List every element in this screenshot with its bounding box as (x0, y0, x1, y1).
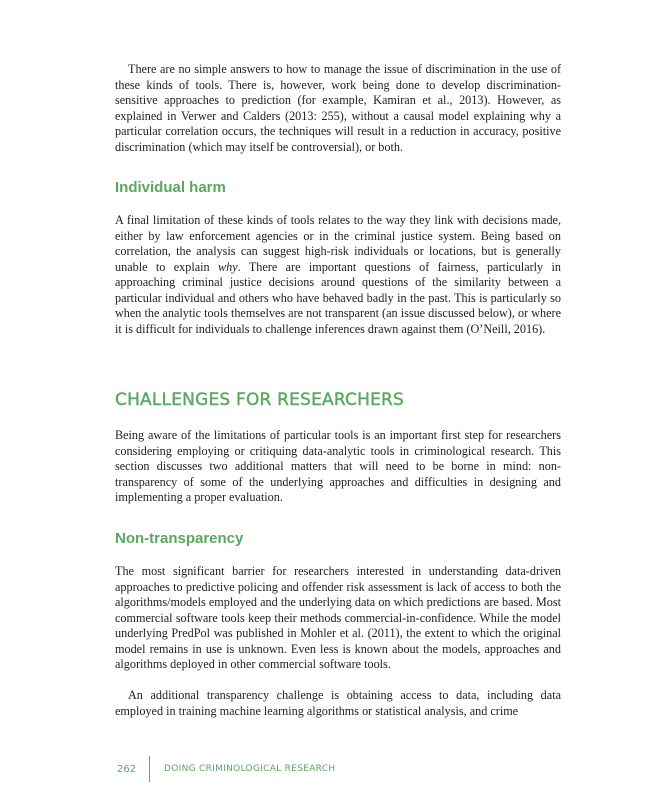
footer-divider (149, 756, 150, 782)
heading-non-transparency: Non-transparency (115, 530, 244, 547)
heading-individual-harm: Individual harm (115, 179, 226, 196)
paragraph-discrimination: There are no simple answers to how to manage the issue of discrimination in the use of these kinds of tools. There is, however, work being done to develop discrimination-sensitive approaches to prediction (for example, Kamiran et al., 2013). However, as explained in Verwer and Calders (2013: 255), without a causal model explaining why a particular correlation occurs, the techniques will result in a reduction in accuracy, positive discrimination (which may itself be controversial), or both. (115, 62, 561, 154)
paragraph-individual-harm (115, 213, 561, 337)
page-footer (117, 756, 335, 782)
p2-text-a: A final limitation of these kinds of tools relates to the way they link with decisions made, either by law enforcement agencies or in the criminal justice system. Being based on correlation, the analysis can suggest high-risk individuals or locations, but is generally unable to explain (115, 213, 561, 274)
page-number: 262 (117, 763, 137, 775)
paragraph-challenges: Being aware of the limitations of particular tools is an important first step for researchers considering employing or critiquing data-analytic tools in criminological research. This section discusses two additional matters that will need to be borne in mind: non-transparency of some of the underlying approaches and difficulties in designing and implementing a proper evaluation. (115, 428, 561, 504)
p2-text-b: . There are important questions of fairness, particularly in approaching criminal justice decisions around questions of the similarity between a particular individual and others who have behaved badly in the past. This is particularly so when the analytic tools themselves are not transparent (an issue discussed below), or where it is difficult for individuals to challenge inferences drawn against them (O’Neill, 2016). (115, 259, 561, 336)
paragraph-non-transparency: The most significant barrier for researchers interested in understanding data-driven approaches to predictive policing and offender risk assessment is lack of access to both the algorithms/models employed and the underlying data on which predictions are based. Most commercial software tools keep their methods commercial-in-confidence. While the model underlying PredPol was published in Mohler et al. (2011), the extent to which the original model remains in use is unknown. Even less is known about the models, approaches and algorithms deployed in other commercial software tools. (115, 564, 561, 671)
p2-emphasis: why (218, 259, 238, 274)
paragraph-transparency-data: An additional transparency challenge is obtaining access to data, including data employed in training machine learning algorithms or statistical analysis, and crime (115, 688, 561, 718)
heading-challenges: CHALLENGES FOR RESEARCHERS (115, 390, 405, 410)
running-title: DOING CRIMINOLOGICAL RESEARCH (164, 764, 336, 774)
